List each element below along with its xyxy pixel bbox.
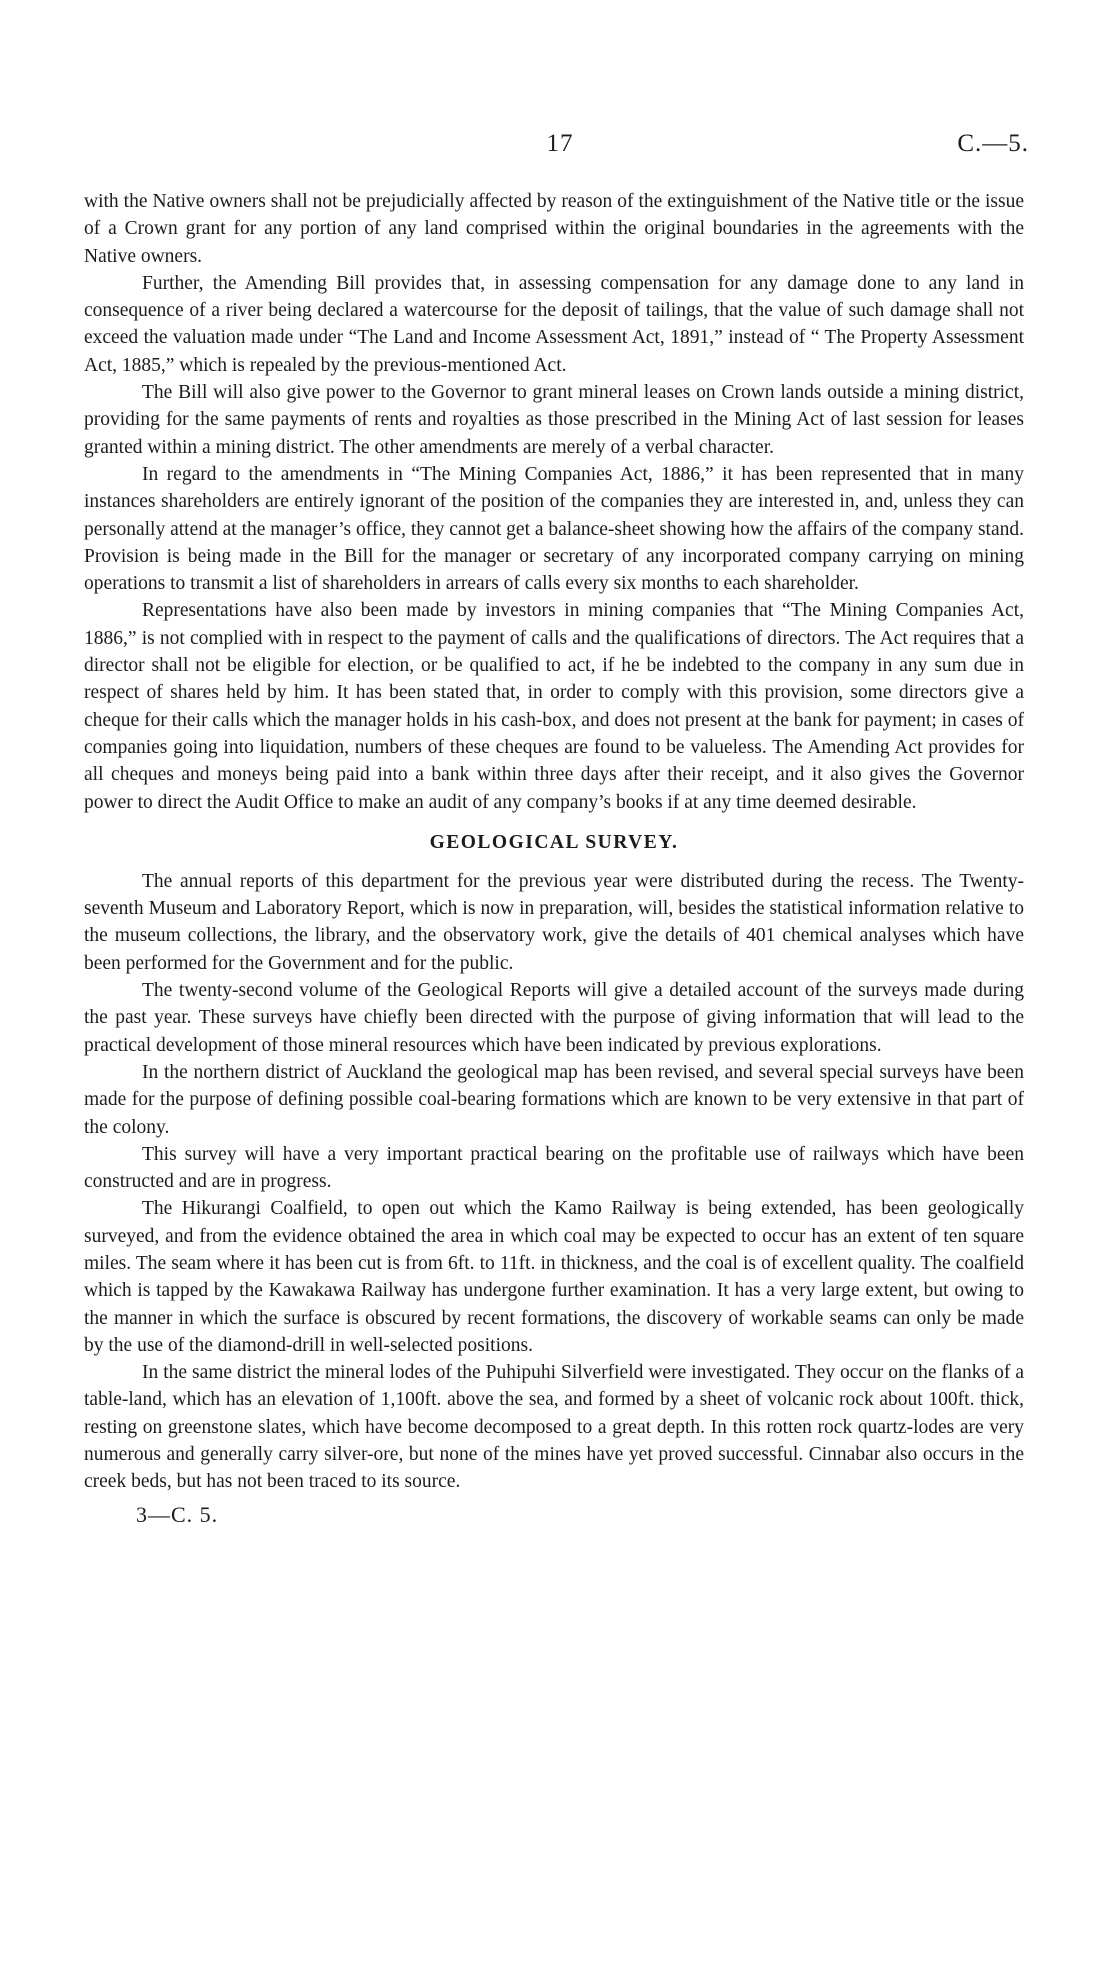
- document-reference: C.—5.: [957, 130, 1029, 157]
- paragraph-continuation: with the Native owners shall not be prejudicially affected by reason of the extinguishment of the Native title or the issue of a Crown grant for any portion of any land comprised within the original boundaries in the agreements with the Native owners.: [84, 191, 1024, 267]
- footer-signature: 3—C. 5.: [136, 1501, 219, 1527]
- section-heading-geological-survey: GEOLOGICAL SURVEY.: [429, 831, 679, 853]
- paragraph-geological-reports-volume: The twenty-second volume of the Geological Reports will give a detailed account of the surveys made during the past year. These surveys have chiefly been directed with the purpose of giving information that will lead to the practical development of those mineral resources which have been indicated by previous explorations.: [84, 980, 1024, 1056]
- paragraph-hikurangi-coalfield: The Hikurangi Coalfield, to open out which the Kamo Railway is being extended, has been geologically surveyed, and from the evidence obtained the area in which coal may be expected to occur has an extent of ten square miles. The seam where it has been cut is from 6ft. to 11ft. in thickness, and the coal is of excellent quality. The coalfield which is tapped by the Kawakawa Railway has undergone further examination. It has a very large extent, but owing to the manner in which the surface is obscured by recent formations, the discovery of workable seams can only be made by the use of the diamond-drill in well-selected positions.: [84, 1198, 1024, 1356]
- paragraph-investor-representations: Representations have also been made by investors in mining companies that “The Mining Companies Act, 1886,” is not complied with in respect to the payment of calls and the qualifications of directors. The Act requires that a director shall not be eligible for election, or be qualified to act, if he be indebted to the company in any sum due in respect of shares held by him. It has been stated that, in order to comply with this provision, some directors give a cheque for their calls which the manager holds in his cash-box, and does not present at the bank for payment; in cases of companies going into liquidation, numbers of these cheques are found to be valueless. The Amending Act provides for all cheques and moneys being paid into a bank within three days after their receipt, and it also gives the Governor power to direct the Audit Office to make an audit of any company’s books if at any time deemed desirable.: [84, 600, 1024, 813]
- paragraph-mineral-leases: The Bill will also give power to the Governor to grant mineral leases on Crown lands outside a mining district, providing for the same payments of rents and royalties as those prescribed in the Mining Act of last session for leases granted within a mining district. The other amendments are merely of a verbal character.: [84, 382, 1024, 458]
- paragraph-railways-bearing: This survey will have a very important practical bearing on the profitable use of railways which have been constructed and are in progress.: [84, 1143, 1024, 1193]
- body-text: [84, 188, 1024, 1530]
- paragraph-compensation-tailings: Further, the Amending Bill provides that, in assessing compensation for any damage done to any land in consequence of a river being declared a watercourse for the deposit of tailings, that the value of such damage shall not exceed the valuation made under “The Land and Income Assessment Act, 1891,” instead of “ The Property Assessment Act, 1885,” which is repealed by the previous-mentioned Act.: [84, 272, 1024, 376]
- paragraph-mining-companies-act: In regard to the amendments in “The Mining Companies Act, 1886,” it has been represented that in many instances shareholders are entirely ignorant of the position of the companies they are interested in, and, unless they can personally attend at the manager’s office, they cannot get a balance-sheet showing how the affairs of the company stand. Provision is being made in the Bill for the manager or secretary of any incorporated company carrying on mining operations to transmit a list of shareholders in arrears of calls every six months to each shareholder.: [84, 463, 1025, 595]
- paragraph-puhipuhi-silverfield: In the same district the mineral lodes of the Puhipuhi Silverfield were investigated. They occur on the flanks of a table-land, which has an elevation of 1,100ft. above the sea, and formed by a sheet of volcanic rock about 100ft. thick, resting on greenstone slates, which have become decomposed to a great depth. In this rotten rock quartz-lodes are very numerous and generally carry silver-ore, but none of the mines have yet proved successful. Cinnabar also occurs in the creek beds, but has not been traced to its source.: [84, 1362, 1024, 1493]
- paragraph-auckland-survey: In the northern district of Auckland the geological map has been revised, and several special surveys have been made for the purpose of defining possible coal-bearing formations which are known to be very extensive in that part of the colony.: [84, 1061, 1024, 1138]
- paragraph-annual-reports: The annual reports of this department for the previous year were distributed during the recess. The Twenty-seventh Museum and Laboratory Report, which is now in preparation, will, besides the statistical information relative to the museum collections, the library, and the observatory work, give the details of 401 chemical analyses which have been performed for the Government and for the public.: [84, 870, 1024, 974]
- page-number: 17: [546, 130, 574, 157]
